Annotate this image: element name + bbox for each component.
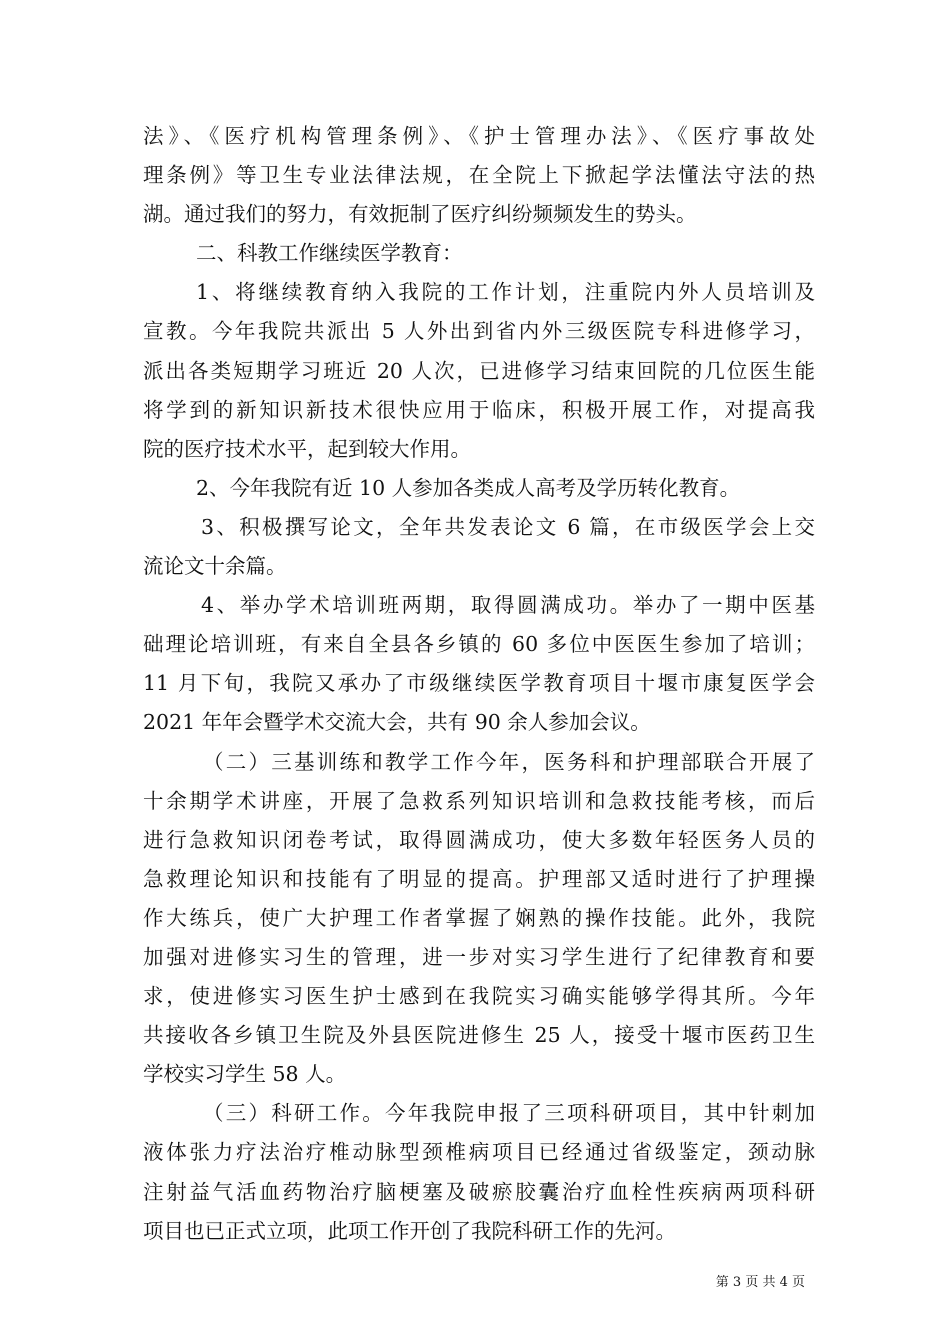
text-line: 11 月下旬，我院又承办了市级继续医学教育项目十堰市康复医学会 [143,671,815,696]
text-line: 急救理论知识和技能有了明显的提高。护理部又适时进行了护理操 [143,866,815,891]
text-line: 1、将继续教育纳入我院的工作计划，注重院内外人员培训及 [196,280,815,305]
text-line: 法》、《医疗机构管理条例》、《护士管理办法》、《医疗事故处 [143,124,815,148]
text-line: 液体张力疗法治疗椎动脉型颈椎病项目已经通过省级鉴定，颈动脉 [143,1140,815,1165]
text-line: 宣教。今年我院共派出 5 人外出到省内外三级医院专科进修学习， [143,319,815,344]
text-line: 将学到的新知识新技术很快应用于临床，积极开展工作，对提高我 [143,397,815,422]
text-line: 作大练兵，使广大护理工作者掌握了娴熟的操作技能。此外，我院 [143,905,815,930]
text-line: 2、今年我院有近 10 人参加各类成人高考及学历转化教育。 [196,475,741,500]
text-line: 项目也已正式立项，此项工作开创了我院科研工作的先河。 [143,1218,676,1243]
text-line: 派出各类短期学习班近 20 人次，已进修学习结束回院的几位医生能 [143,358,815,383]
text-line: 学校实习学生 58 人。 [143,1062,347,1087]
text-line: 共接收各乡镇卫生院及外县医院进修生 25 人，接受十堰市医药卫生 [143,1023,815,1048]
text-line: 求，使进修实习医生护士感到在我院实习确实能够学得其所。今年 [143,984,815,1009]
text-line: 湖。通过我们的努力，有效扼制了医疗纠纷频频发生的势头。 [143,202,697,227]
text-line: 加强对进修实习生的管理，进一步对实习学生进行了纪律教育和要 [143,944,815,969]
text-line: 进行急救知识闭卷考试，取得圆满成功，使大多数年轻医务人员的 [143,827,815,852]
document-body [143,117,815,1251]
text-line: 础理论培训班，有来自全县各乡镇的 60 多位中医医生参加了培训； [143,632,815,657]
section-heading: 二、科教工作继续医学教育： [196,241,463,266]
page-number: 第 3 页 共 4 页 [715,1275,805,1290]
text-line: 十余期学术讲座，开展了急救系列知识培训和急救技能考核，而后 [143,788,815,813]
text-line: 院的医疗技术水平，起到较大作用。 [143,436,471,461]
text-line: 流论文十余篇。 [143,554,287,579]
text-line: （二）三基训练和教学工作今年，医务科和护理部联合开展了 [203,749,815,774]
text-line: 4、举办学术培训班两期，取得圆满成功。举办了一期中医基 [201,593,815,618]
text-line: 3、积极撰写论文，全年共发表论文 6 篇，在市级医学会上交 [201,514,815,539]
text-line: 注射益气活血药物治疗脑梗塞及破瘀胶囊治疗血栓性疾病两项科研 [143,1179,815,1204]
text-line: 理条例》等卫生专业法律法规，在全院上下掀起学法懂法守法的热 [143,163,815,188]
text-line: 2021 年年会暨学术交流大会，共有 90 余人参加会议。 [143,710,651,735]
text-line: （三）科研工作。今年我院申报了三项科研项目，其中针刺加 [203,1101,815,1126]
